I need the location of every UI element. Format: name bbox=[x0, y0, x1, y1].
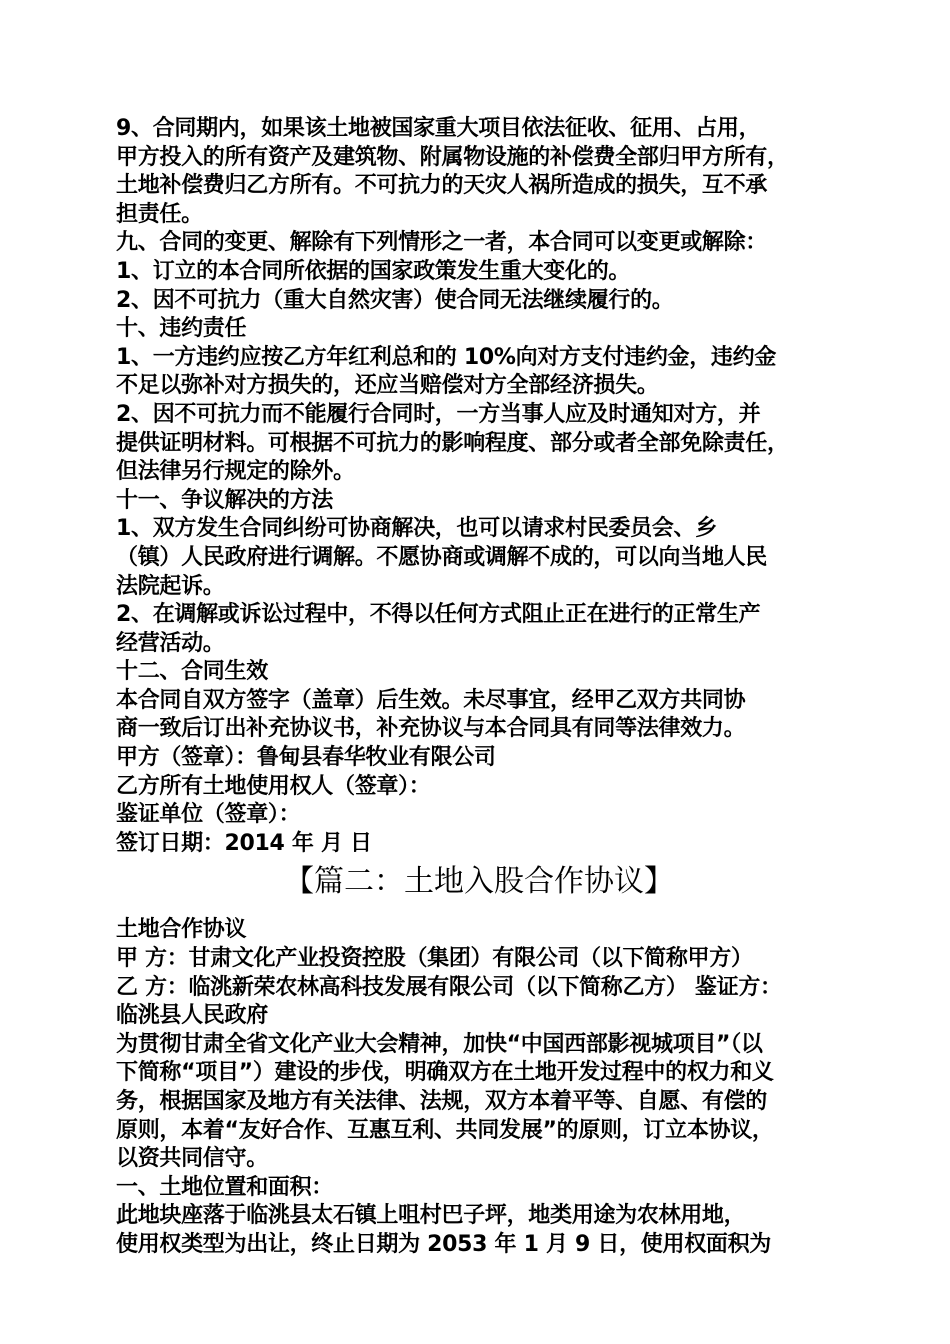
text-line: 十一、争议解决的方法 bbox=[116, 487, 334, 513]
text-line: 下简称“项目”）建设的步伐，明确双方在土地开发过程中的权力和义 bbox=[116, 1060, 774, 1086]
text-line: 提供证明材料。可根据不可抗力的影响程度、部分或者全部免除责任， bbox=[116, 430, 789, 456]
text-line: 务，根据国家及地方有关法律、法规，双方本着平等、自愿、有偿的 bbox=[116, 1089, 768, 1114]
text-line: 乙 方：临洮新荣农林高科技发展有限公司（以下简称乙方） 鉴证方： bbox=[116, 974, 782, 1000]
text-line: （镇）人民政府进行调解。不愿协商或调解不成的，可以向当地人民 bbox=[116, 544, 768, 570]
contract-clauses-part2 bbox=[116, 916, 842, 1259]
text-line: 1、订立的本合同所依据的国家政策发生重大变化的。 bbox=[116, 258, 631, 284]
text-line: 甲方投入的所有资产及建筑物、附属物设施的补偿费全部归甲方所有， bbox=[116, 144, 789, 170]
text-line: 商一致后订出补充协议书，补充协议与本合同具有同等法律效力。 bbox=[116, 716, 746, 742]
text-line: 土地合作协议 bbox=[116, 917, 247, 943]
text-line: 鉴证单位（签章）： bbox=[116, 802, 301, 828]
text-line: 九、合同的变更、解除有下列情形之一者，本合同可以变更或解除： bbox=[116, 230, 768, 256]
text-line: 原则，本着“友好合作、互惠互利、共同发展”的原则，订立本协议， bbox=[116, 1117, 774, 1143]
text-line: 乙方所有土地使用权人（签章）： bbox=[116, 773, 431, 799]
text-line: 不足以弥补对方损失的，还应当赔偿对方全部经济损失。 bbox=[116, 373, 659, 399]
text-line: 1、一方违约应按乙方年红利总和的 10%向对方支付违约金，违约金 bbox=[116, 344, 777, 370]
text-line: 法院起诉。 bbox=[116, 573, 225, 599]
text-line: 1、双方发生合同纠纷可协商解决，也可以请求村民委员会、乡 bbox=[116, 516, 717, 542]
text-line: 十二、合同生效 bbox=[116, 659, 268, 685]
text-line: 此地块座落于临洮县太石镇上咀村巴子坪，地类用途为农林用地， bbox=[116, 1203, 746, 1229]
text-line: 经营活动。 bbox=[116, 630, 225, 656]
text-line: 本合同自双方签字（盖章）后生效。未尽事宜，经甲乙双方共同协 bbox=[116, 687, 746, 713]
text-line: 以资共同信守。 bbox=[116, 1146, 268, 1172]
text-line: 土地补偿费归乙方所有。不可抗力的天灾人祸所造成的损失，互不承 bbox=[116, 173, 768, 199]
text-line: 9、合同期内，如果该土地被国家重大项目依法征收、征用、占用， bbox=[116, 116, 761, 141]
document-page bbox=[116, 115, 842, 1260]
text-line: 担责任。 bbox=[116, 201, 203, 227]
text-line: 甲方（签章）：鲁甸县春华牧业有限公司 bbox=[116, 745, 496, 771]
text-line: 临洮县人民政府 bbox=[116, 1003, 268, 1029]
text-line: 为贯彻甘肃全省文化产业大会精神，加快“中国西部影视城项目”（以 bbox=[116, 1031, 763, 1057]
text-line: 使用权类型为出让，终止日期为 2053 年 1 月 9 日，使用权面积为 bbox=[116, 1231, 772, 1257]
text-line: 2、因不可抗力（重大自然灾害）使合同无法继续履行的。 bbox=[116, 287, 674, 313]
text-line: 十、违约责任 bbox=[116, 316, 247, 342]
section-title: 【篇二：土地入股合作协议】 bbox=[284, 864, 674, 900]
text-line: 但法律另行规定的除外。 bbox=[116, 459, 355, 485]
text-line: 2、因不可抗力而不能履行合同时，一方当事人应及时通知对方，并 bbox=[116, 401, 761, 427]
text-line: 2、在调解或诉讼过程中，不得以任何方式阻止正在进行的正常生产 bbox=[116, 602, 761, 628]
contract-clauses-part1 bbox=[116, 115, 842, 858]
text-line: 一、土地位置和面积： bbox=[116, 1174, 334, 1200]
text-line: 甲 方：甘肃文化产业投资控股（集团）有限公司（以下简称甲方） bbox=[116, 946, 753, 972]
text-line: 签订日期：2014 年 月 日 bbox=[116, 830, 372, 856]
